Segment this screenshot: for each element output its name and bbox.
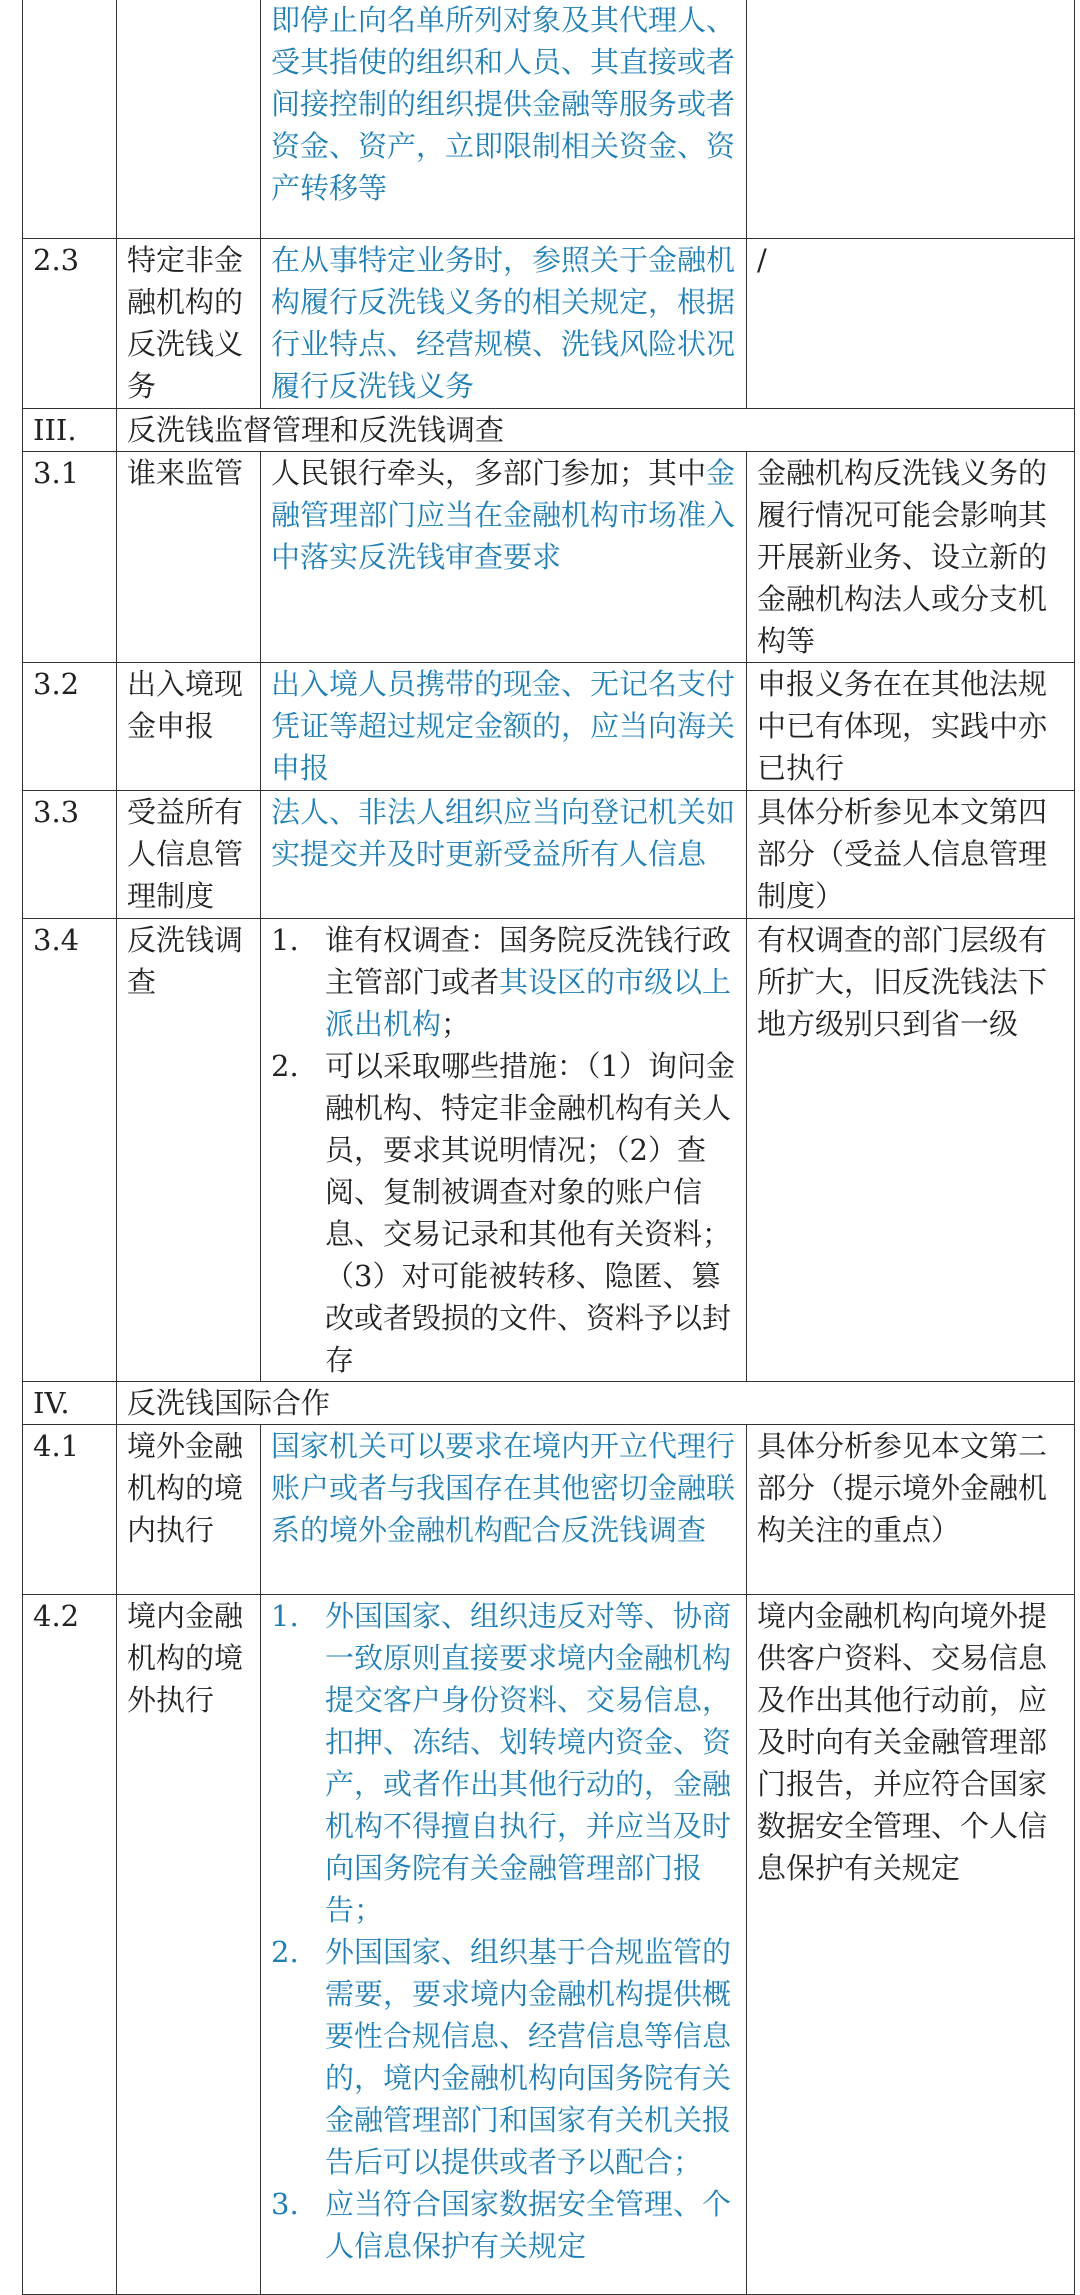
table-row	[23, 791, 1075, 919]
item-content-cell: 国家机关可以要求在境内开立代理行账户或者与我国存在其他密切金融联系的境外金融机构配合反洗钱调查	[261, 1425, 747, 1595]
item-content-cell	[261, 1595, 747, 2295]
list-text: 可以采取哪些措施：（1）询问金融机构、特定非金融机构有关人员，要求其说明情况；（2）查阅、复制被调查对象的账户信息、交易记录和其他有关资料；（3）对可能被转移、隐匿、篡改或者毁损的文件、资料予以封存	[325, 1049, 735, 1377]
list-text: 谁有权调查：国务院反洗钱行政主管部门或者	[325, 923, 732, 999]
item-number-cell: 4.1	[23, 1425, 117, 1595]
item-content-cell: 即停止向名单所列对象及其代理人、受其指使的组织和人员、其直接或者间接控制的组织提供金融等服务或者资金、资产，立即限制相关资金、资产转移等	[261, 0, 747, 239]
list-text: 外国国家、组织违反对等、协商一致原则直接要求境内金融机构提交客户身份资料、交易信息，扣押、冻结、划转境内资金、资产，或者作出其他行动的，金融机构不得擅自执行，并应当及时向国务院有关金融管理部门报告；	[325, 1599, 732, 1927]
item-number-cell: 3.4	[23, 919, 117, 1382]
list-item	[271, 1045, 736, 1381]
item-title-cell: 特定非金融机构的反洗钱义务	[117, 239, 261, 409]
list-text: 外国国家、组织基于合规监管的需要，要求境内金融机构提供概要性合规信息、经营信息等信息的，境内金融机构向国务院有关金融管理部门和国家有关机关报告后可以提供或者予以配合；	[325, 1935, 732, 2179]
table-row	[23, 239, 1075, 409]
item-remark-cell: 境内金融机构向境外提供客户资料、交易信息及作出其他行动前，应及时向有关金融管理部门报告，并应符合国家数据安全管理、个人信息保护有关规定	[747, 1595, 1075, 2295]
aml-law-comparison-table	[22, 0, 1075, 2295]
numbered-list	[271, 919, 736, 1381]
table-row	[23, 1595, 1075, 2295]
table-row	[23, 919, 1075, 1382]
section-number-cell: IV.	[23, 1382, 117, 1425]
item-remark-cell: /	[747, 239, 1075, 409]
section-row	[23, 409, 1075, 452]
list-item	[271, 1931, 736, 2183]
list-number: 3.	[271, 2187, 299, 2221]
item-title-cell: 境内金融机构的境外执行	[117, 1595, 261, 2295]
list-number: 2.	[271, 1935, 299, 1969]
item-content-cell: 在从事特定业务时，参照关于金融机构履行反洗钱义务的相关规定，根据行业特点、经营规模、洗钱风险状况履行反洗钱义务	[261, 239, 747, 409]
item-number-cell: 4.2	[23, 1595, 117, 2295]
list-number: 2.	[271, 1049, 299, 1083]
item-title-cell: 受益所有人信息管理制度	[117, 791, 261, 919]
item-content-cell: 出入境人员携带的现金、无记名支付凭证等超过规定金额的，应当向海关申报	[261, 663, 747, 791]
content-text: 人民银行牵头，多部门参加；其中	[271, 456, 707, 490]
item-remark-cell	[747, 0, 1075, 239]
item-number-cell: 3.3	[23, 791, 117, 919]
list-number: 1.	[271, 923, 299, 957]
numbered-list	[271, 1595, 736, 2267]
list-item	[271, 919, 736, 1045]
item-remark-cell: 具体分析参见本文第二部分（提示境外金融机构关注的重点）	[747, 1425, 1075, 1595]
item-title-cell: 境外金融机构的境内执行	[117, 1425, 261, 1595]
section-number-cell: III.	[23, 409, 117, 452]
list-text-end: ；	[441, 1007, 471, 1041]
item-title-cell	[117, 0, 261, 239]
item-remark-cell: 具体分析参见本文第四部分（受益人信息管理制度）	[747, 791, 1075, 919]
item-number-cell: 3.1	[23, 452, 117, 663]
item-number-cell: 2.3	[23, 239, 117, 409]
item-title-cell: 反洗钱调查	[117, 919, 261, 1382]
table-row	[23, 663, 1075, 791]
table-row	[23, 452, 1075, 663]
item-remark-cell: 金融机构反洗钱义务的履行情况可能会影响其开展新业务、设立新的金融机构法人或分支机构等	[747, 452, 1075, 663]
item-content-cell: 法人、非法人组织应当向登记机关如实提交并及时更新受益所有人信息	[261, 791, 747, 919]
item-number-cell: 3.2	[23, 663, 117, 791]
list-highlight: 其设区的市级以上派出机构	[325, 965, 732, 1041]
item-number-cell	[23, 0, 117, 239]
item-remark-cell: 有权调查的部门层级有所扩大，旧反洗钱法下地方级别只到省一级	[747, 919, 1075, 1382]
list-text: 应当符合国家数据安全管理、个人信息保护有关规定	[325, 2187, 732, 2263]
table-row	[23, 0, 1075, 239]
item-remark-cell: 申报义务在在其他法规中已有体现，实践中亦已执行	[747, 663, 1075, 791]
list-item	[271, 1595, 736, 1931]
content-highlight: 金融管理部门应当在金融机构市场准入中落实反洗钱审查要求	[271, 456, 736, 574]
section-title-cell: 反洗钱监督管理和反洗钱调查	[117, 409, 1075, 452]
list-number: 1.	[271, 1599, 299, 1633]
item-content-cell	[261, 919, 747, 1382]
section-title-cell: 反洗钱国际合作	[117, 1382, 1075, 1425]
item-title-cell: 谁来监管	[117, 452, 261, 663]
item-content-cell	[261, 452, 747, 663]
item-title-cell: 出入境现金申报	[117, 663, 261, 791]
table-row	[23, 1425, 1075, 1595]
list-item	[271, 2183, 736, 2267]
section-row	[23, 1382, 1075, 1425]
